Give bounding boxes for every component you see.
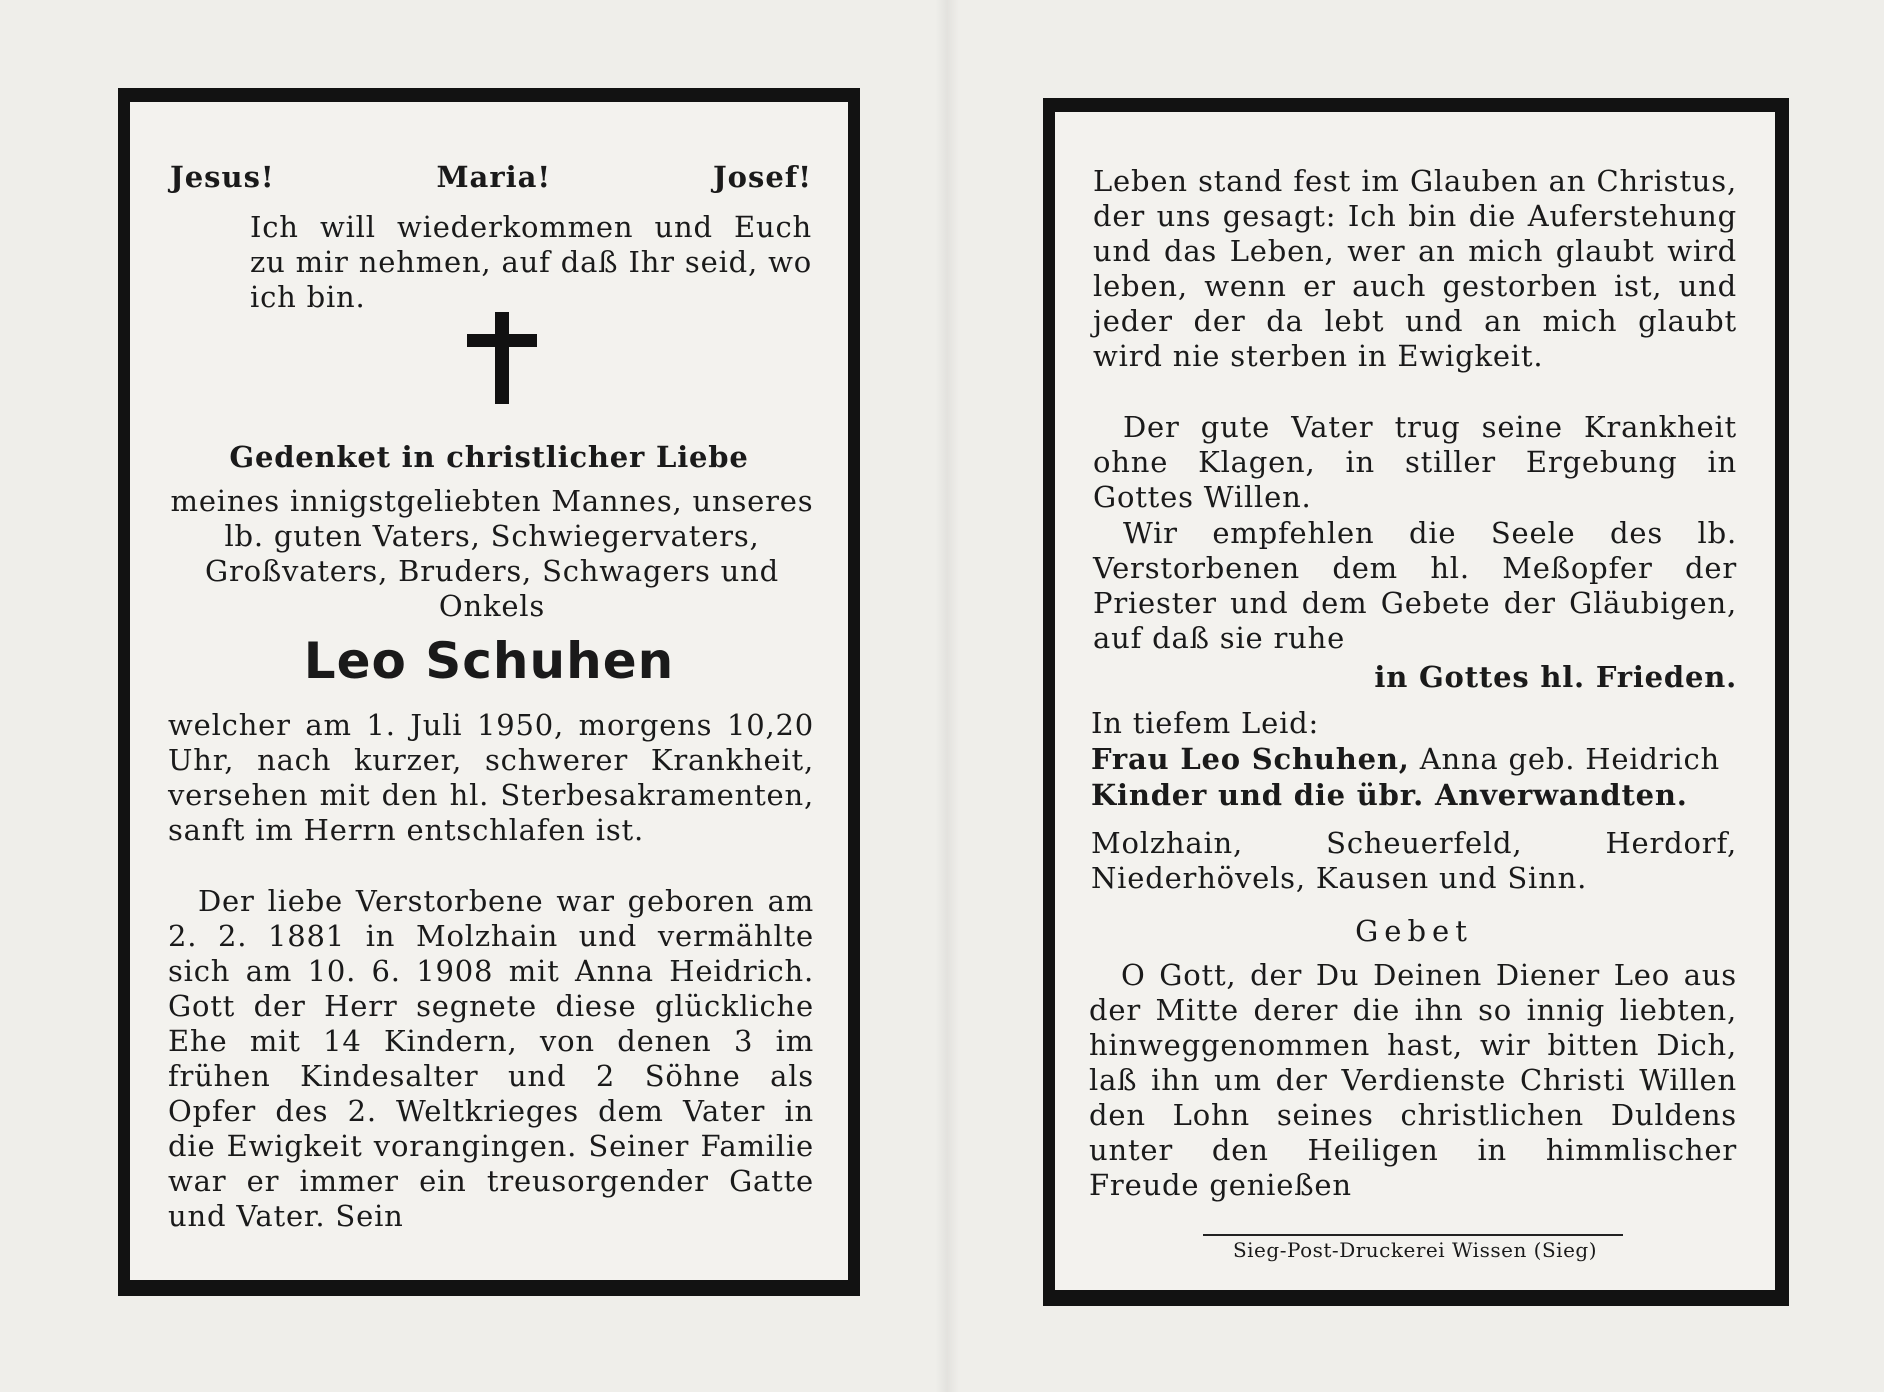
leid-line: In tiefem Leid:	[1091, 706, 1320, 740]
frieden-line: in Gottes hl. Frieden.	[1374, 660, 1737, 694]
gebet-title: Gebet	[1355, 914, 1473, 948]
bible-verse: Ich will wiederkommen und Euch zu mir nehmen, auf daß Ihr seid, wo ich bin.	[250, 210, 812, 314]
widow-line	[1091, 742, 1737, 777]
printer-divider	[1203, 1234, 1623, 1236]
death-paragraph: welcher am 1. Juli 1950, morgens 10,20 Uhr, nach kurzer, schwerer Krankheit, versehen mit den hl. Sterbesakramenten, sanft im Herrn entschlafen ist.	[168, 708, 814, 847]
places-text: Molzhain, Scheuerfeld, Herdorf, Niederhövels, Kausen und Sinn.	[1091, 826, 1737, 895]
faith-paragraph: Leben stand fest im Glauben an Christus, der uns gesagt: Ich bin die Auferstehung und das Leben, wer an mich glaubt wird leben, wenn er auch gestorben ist, und jeder der da lebt und an mich glaubt wird nie sterben in Ewigkeit.	[1093, 164, 1737, 373]
holy-names-row	[170, 160, 812, 194]
jesus-label: Jesus!	[170, 160, 275, 194]
gebet-text: O Gott, der Du Deinen Diener Leo aus der Mitte derer die ihn so innig liebten, hinweggenommen hast, wir bitten Dich, laß ihn um der Verdienste Christi Willen den Lohn seines christlichen Duldens unter den Heiligen in himmlischer Freude genießen	[1089, 958, 1737, 1202]
widow-name: Frau Leo Schuhen,	[1091, 742, 1410, 776]
cross-icon	[467, 312, 537, 404]
memorial-card-left	[118, 88, 860, 1296]
josef-label: Josef!	[712, 160, 812, 194]
deceased-name: Leo Schuhen	[303, 632, 675, 690]
memorial-card-right	[1043, 98, 1789, 1306]
widow-maiden-name: Anna geb. Heidrich	[1409, 742, 1721, 776]
illness-paragraph: Der gute Vater trug seine Krankheit ohne Klagen, in stiller Ergebung in Gottes Willen.	[1093, 410, 1737, 514]
gedenket-heading: Gedenket in christlicher Liebe	[229, 440, 749, 474]
prayer-request-paragraph: Wir empfehlen die Seele des lb. Verstorbenen dem hl. Meßopfer der Priester und dem Gebete der Gläubigen, auf daß sie ruhe	[1093, 516, 1737, 655]
relations-text: meines innigstgeliebten Mannes, unseres lb. guten Vaters, Schwiegervaters, Großvaters, Bruders, Schwagers und Onkels	[170, 484, 814, 623]
printer-imprint: Sieg-Post-Druckerei Wissen (Sieg)	[1232, 1238, 1598, 1262]
maria-label: Maria!	[436, 160, 552, 194]
paper-fold	[935, 0, 959, 1392]
biography-paragraph: Der liebe Verstorbene war geboren am 2. 2. 1881 in Molzhain und vermählte sich am 10. 6. 1908 mit Anna Heidrich. Gott der Herr segnete diese glückliche Ehe mit 14 Kindern, von denen 3 im frühen Kindesalter und 2 Söhne als Opfer des 2. Weltkrieges dem Vater in die Ewigkeit vorangingen. Seiner Familie war er immer ein treusorgender Gatte und Vater. Sein	[168, 884, 814, 1233]
kinder-line: Kinder und die übr. Anverwandten.	[1091, 778, 1688, 812]
